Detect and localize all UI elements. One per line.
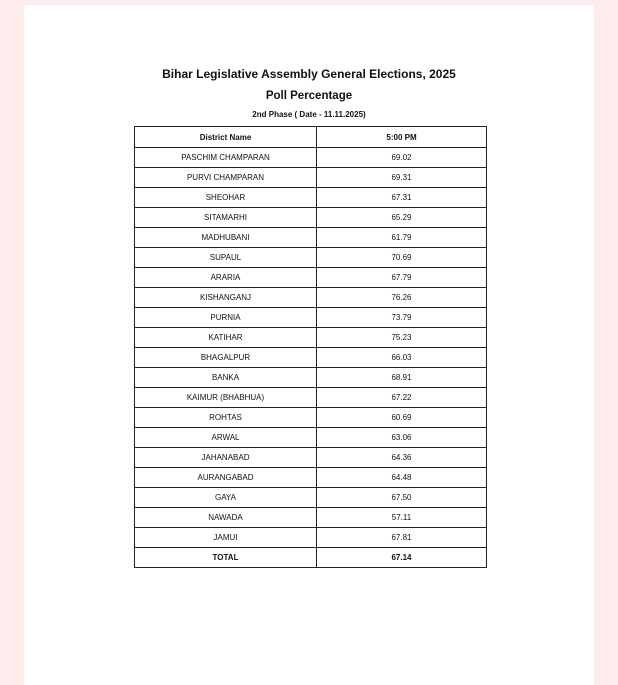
district-name-cell: SHEOHAR <box>135 188 317 208</box>
district-name-cell: PURNIA <box>135 308 317 328</box>
district-name-cell: GAYA <box>135 488 317 508</box>
poll-percentage-cell: 75.23 <box>317 328 487 348</box>
poll-percentage-cell: 65.29 <box>317 208 487 228</box>
table-row <box>135 248 487 268</box>
poll-percentage-cell: 70.69 <box>317 248 487 268</box>
district-name-cell: KATIHAR <box>135 328 317 348</box>
district-name-cell: AURANGABAD <box>135 468 317 488</box>
poll-percentage-cell: 60.69 <box>317 408 487 428</box>
table-row <box>135 148 487 168</box>
district-name-cell: KISHANGANJ <box>135 288 317 308</box>
district-name-cell: SUPAUL <box>135 248 317 268</box>
table-row <box>135 488 487 508</box>
poll-percentage-cell: 69.02 <box>317 148 487 168</box>
district-name-cell: PASCHIM CHAMPARAN <box>135 148 317 168</box>
poll-percentage-cell: 67.79 <box>317 268 487 288</box>
table-row <box>135 308 487 328</box>
poll-percentage-cell: 69.31 <box>317 168 487 188</box>
total-value: 67.14 <box>317 548 487 568</box>
poll-percentage-cell: 66.03 <box>317 348 487 368</box>
district-name-cell: ARARIA <box>135 268 317 288</box>
table-row <box>135 188 487 208</box>
poll-percentage-cell: 64.48 <box>317 468 487 488</box>
district-name-cell: BHAGALPUR <box>135 348 317 368</box>
poll-percentage-cell: 76.26 <box>317 288 487 308</box>
table-row <box>135 448 487 468</box>
poll-percentage-cell: 67.22 <box>317 388 487 408</box>
district-name-cell: NAWADA <box>135 508 317 528</box>
table-row <box>135 288 487 308</box>
district-name-cell: MADHUBANI <box>135 228 317 248</box>
poll-percentage-cell: 64.36 <box>317 448 487 468</box>
district-name-cell: KAIMUR (BHABHUA) <box>135 388 317 408</box>
table-row <box>135 268 487 288</box>
poll-percentage-cell: 67.50 <box>317 488 487 508</box>
poll-percentage-cell: 67.81 <box>317 528 487 548</box>
table-row <box>135 368 487 388</box>
table-row <box>135 348 487 368</box>
table-row <box>135 528 487 548</box>
table-row <box>135 328 487 348</box>
header-district-name: District Name <box>135 127 317 148</box>
district-name-cell: JAMUI <box>135 528 317 548</box>
total-label: TOTAL <box>135 548 317 568</box>
table-row <box>135 388 487 408</box>
poll-percentage-table <box>134 126 487 568</box>
district-name-cell: SITAMARHI <box>135 208 317 228</box>
header-time: 5:00 PM <box>317 127 487 148</box>
table-header-row <box>135 127 487 148</box>
poll-percentage-cell: 61.79 <box>317 228 487 248</box>
district-name-cell: ARWAL <box>135 428 317 448</box>
poll-percentage-cell: 57.11 <box>317 508 487 528</box>
district-name-cell: BANKA <box>135 368 317 388</box>
table-row <box>135 168 487 188</box>
table-row <box>135 208 487 228</box>
document-subtitle: Poll Percentage <box>265 90 353 102</box>
document-page <box>24 5 594 685</box>
table-body <box>135 148 487 548</box>
district-name-cell: PURVI CHAMPARAN <box>135 168 317 188</box>
total-row <box>135 548 487 568</box>
table-row <box>135 468 487 488</box>
phase-date: 2nd Phase ( Date - 11.11.2025) <box>252 110 366 119</box>
table-row <box>135 408 487 428</box>
district-name-cell: JAHANABAD <box>135 448 317 468</box>
district-name-cell: ROHTAS <box>135 408 317 428</box>
table-row <box>135 428 487 448</box>
document-title: Bihar Legislative Assembly General Elections, 2025 <box>162 67 456 81</box>
table-row <box>135 228 487 248</box>
poll-percentage-cell: 73.79 <box>317 308 487 328</box>
poll-percentage-cell: 67.31 <box>317 188 487 208</box>
poll-percentage-cell: 68.91 <box>317 368 487 388</box>
table-row <box>135 508 487 528</box>
poll-percentage-cell: 63.06 <box>317 428 487 448</box>
